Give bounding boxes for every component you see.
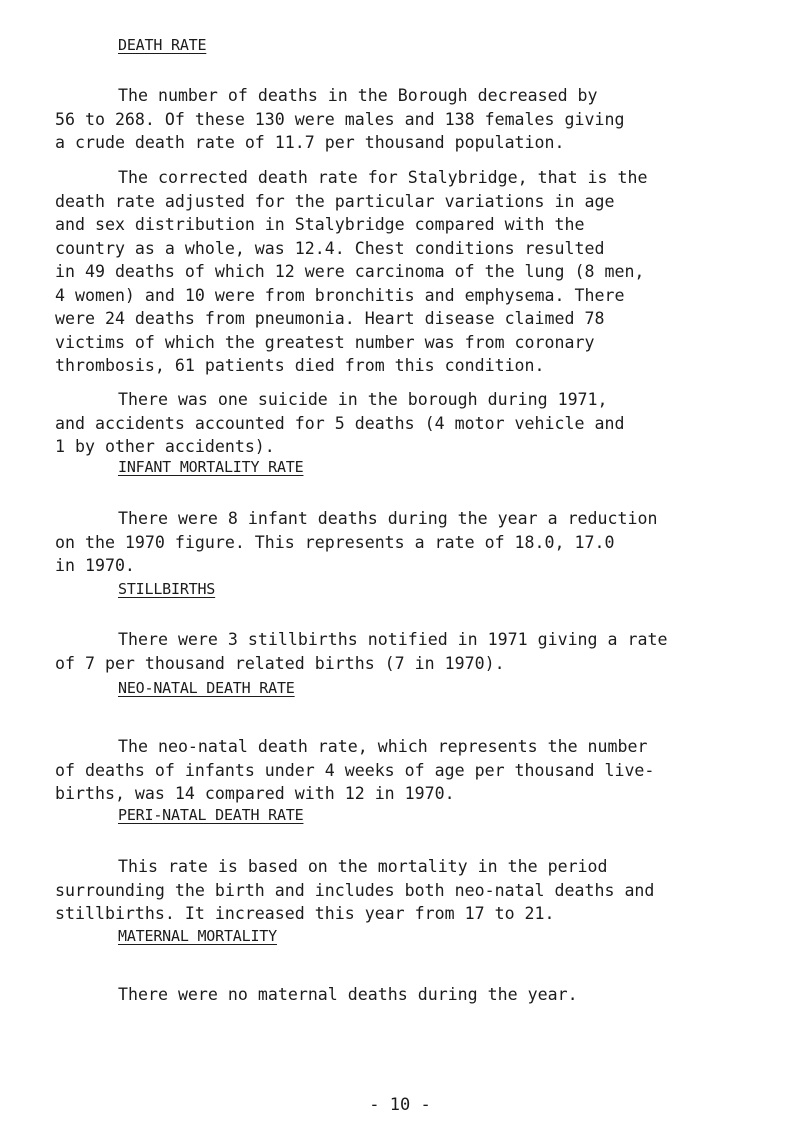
page-number: - 10 - [369, 1095, 431, 1115]
text-line: victims of which the greatest number was from coronary [55, 332, 595, 352]
text-line: births, was 14 compared with 12 in 1970. [55, 784, 455, 803]
stillbirths-para [55, 628, 715, 675]
peri-natal-para [55, 855, 715, 926]
maternal-mortality-para [55, 983, 715, 1007]
death-rate-para-1 [55, 84, 715, 155]
infant-mortality-heading: INFANT MORTALITY RATE [118, 458, 304, 476]
text-line: thrombosis, 61 patients died from this condition. [55, 356, 545, 375]
infant-mortality-para [55, 507, 715, 578]
text-line: of 7 per thousand related births (7 in 1970). [55, 653, 505, 673]
text-line: 1 by other accidents). [55, 437, 275, 456]
text-line: There were no maternal deaths during the year. [118, 985, 578, 1004]
text-line: The neo-natal death rate, which represents the number [118, 737, 648, 756]
text-line: in 1970. [55, 556, 135, 575]
text-line: a crude death rate of 11.7 per thousand population. [55, 133, 565, 152]
text-line: stillbirths. It increased this year from 17 to 21. [55, 904, 555, 923]
text-line: and accidents accounted for 5 deaths (4 motor vehicle and [55, 413, 625, 433]
death-rate-para-2 [55, 166, 715, 378]
text-line: There were 8 infant deaths during the year a reduction [118, 509, 658, 528]
text-line: The corrected death rate for Stalybridge, that is the [118, 168, 648, 187]
text-line: 4 women) and 10 were from bronchitis and emphysema. There [55, 285, 625, 305]
text-line: There were 3 stillbirths notified in 1971 giving a rate [118, 630, 668, 649]
maternal-mortality-heading: MATERNAL MORTALITY [118, 927, 277, 945]
text-line: This rate is based on the mortality in the period [118, 857, 608, 876]
death-rate-heading: DEATH RATE [118, 36, 207, 54]
text-line: 56 to 268. Of these 130 were males and 138 females giving [55, 109, 625, 129]
death-rate-para-3 [55, 388, 715, 459]
text-line: of deaths of infants under 4 weeks of age per thousand live- [55, 760, 655, 780]
text-line: The number of deaths in the Borough decreased by [118, 86, 598, 105]
text-line: country as a whole, was 12.4. Chest conditions resulted [55, 238, 605, 258]
peri-natal-heading: PERI-NATAL DEATH RATE [118, 806, 304, 824]
neo-natal-heading: NEO-NATAL DEATH RATE [118, 679, 295, 697]
text-line: and sex distribution in Stalybridge compared with the [55, 215, 585, 234]
text-line: There was one suicide in the borough during 1971, [118, 390, 608, 409]
text-line: in 49 deaths of which 12 were carcinoma of the lung (8 men, [55, 262, 645, 281]
text-line: on the 1970 figure. This represents a rate of 18.0, 17.0 [55, 532, 615, 552]
text-line: surrounding the birth and includes both neo-natal deaths and [55, 880, 655, 900]
stillbirths-heading: STILLBIRTHS [118, 580, 216, 598]
text-line: death rate adjusted for the particular variations in age [55, 191, 615, 211]
text-line: were 24 deaths from pneumonia. Heart disease claimed 78 [55, 309, 605, 328]
neo-natal-para [55, 735, 715, 806]
